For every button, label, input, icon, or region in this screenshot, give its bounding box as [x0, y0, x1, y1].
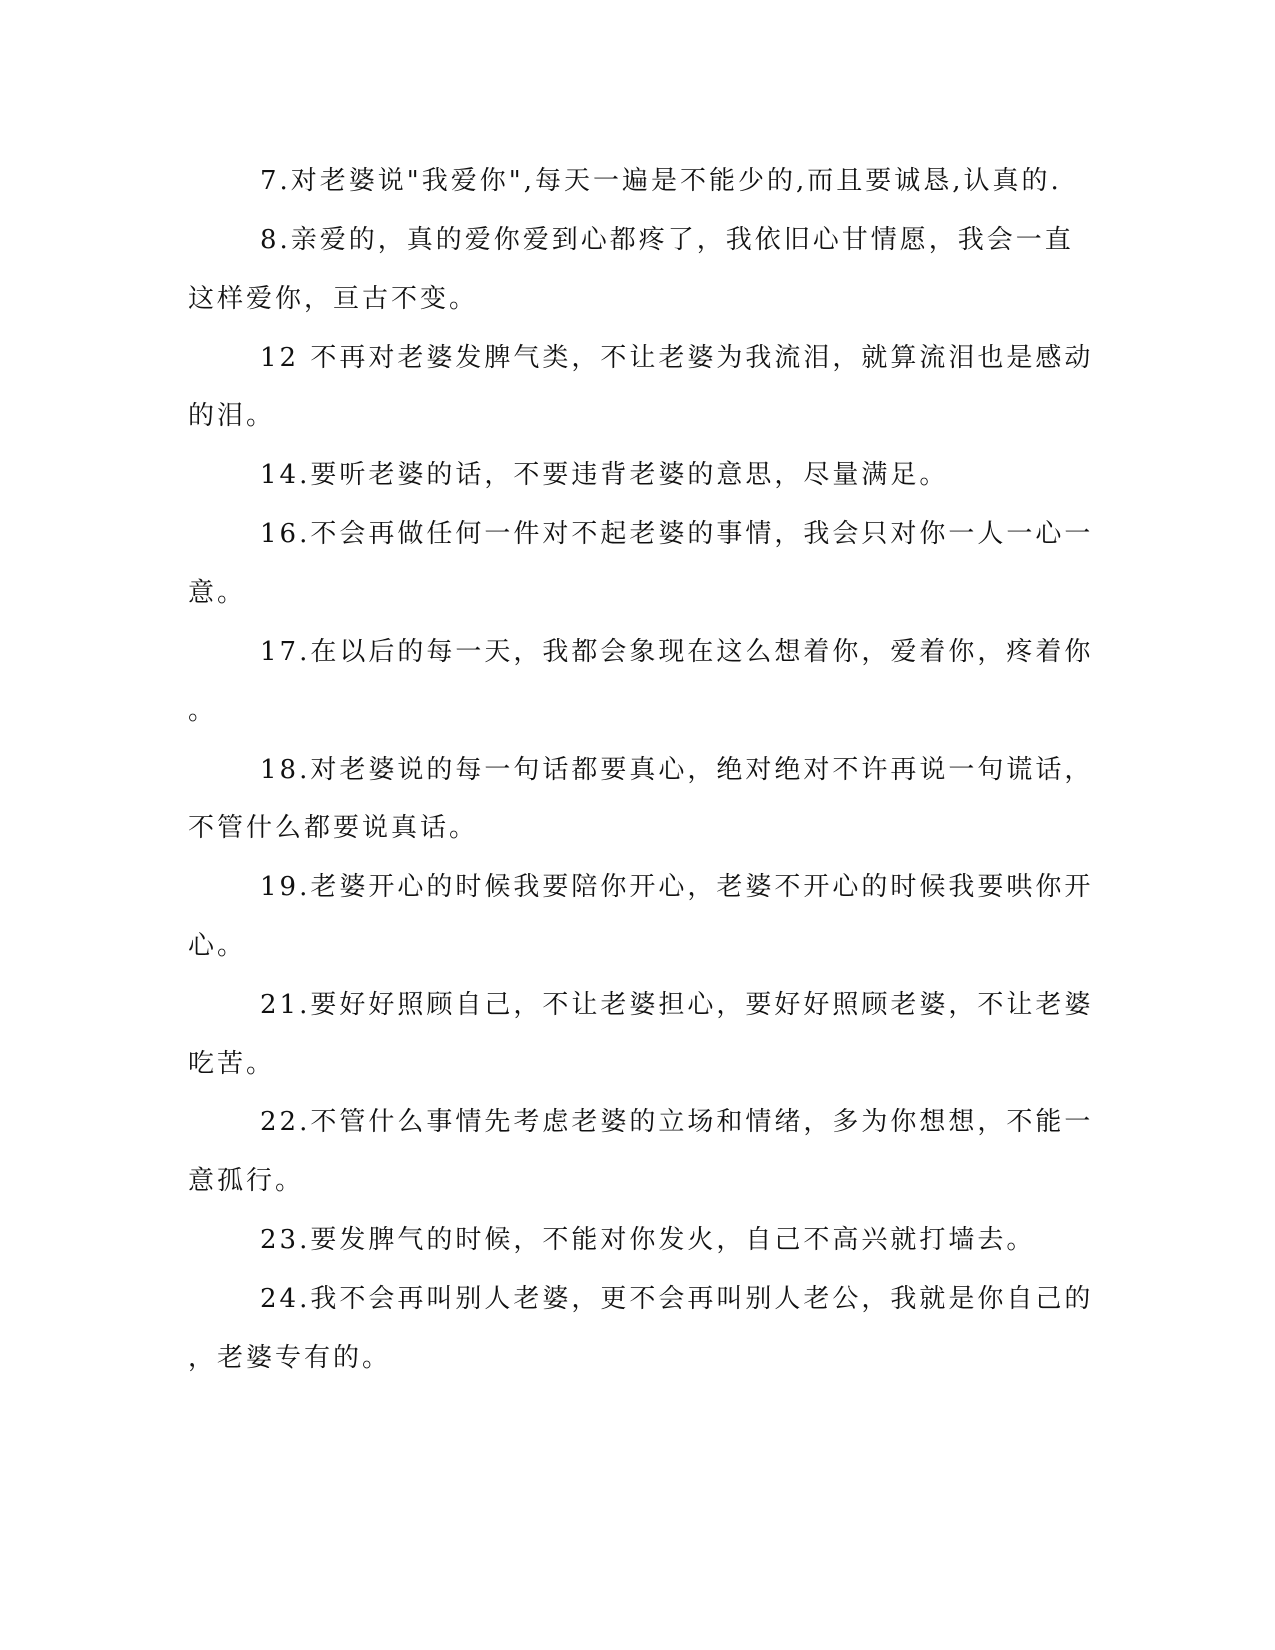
- paragraph-14-line-1: 14.要听老婆的话，不要违背老婆的意思，尽量满足。: [260, 460, 949, 490]
- paragraph-8-line-1: 8.亲爱的，真的爱你爱到心都疼了，我依旧心甘情愿，我会一直: [260, 225, 1074, 255]
- paragraph-22-line-1: 22.不管什么事情先考虑老婆的立场和情绪，多为你想想，不能一: [260, 1107, 1094, 1137]
- paragraph-17-line-1: 17.在以后的每一天，我都会象现在这么想着你，爱着你，疼着你: [260, 637, 1094, 667]
- paragraph-19-line-2: 心。: [188, 931, 247, 961]
- paragraph-21-line-2: 吃苦。: [188, 1049, 276, 1079]
- paragraph-12-line-1: 12 不再对老婆发脾气类，不让老婆为我流泪，就算流泪也是感动: [260, 343, 1094, 373]
- paragraph-18-line-2: 不管什么都要说真话。: [188, 813, 479, 843]
- paragraph-16-line-1: 16.不会再做任何一件对不起老婆的事情，我会只对你一人一心一: [260, 519, 1094, 549]
- paragraph-23-line-1: 23.要发脾气的时候，不能对你发火，自己不高兴就打墙去。: [260, 1225, 1036, 1255]
- paragraph-8-line-2: 这样爱你，亘古不变。: [188, 284, 479, 314]
- paragraph-19-line-1: 19.老婆开心的时候我要陪你开心，老婆不开心的时候我要哄你开: [260, 872, 1094, 902]
- paragraph-21-line-1: 21.要好好照顾自己，不让老婆担心，要好好照顾老婆，不让老婆: [260, 990, 1094, 1020]
- paragraph-22-line-2: 意孤行。: [188, 1166, 305, 1196]
- paragraph-7-line-1: 7.对老婆说"我爱你",每天一遍是不能少的,而且要诚恳,认真的.: [260, 166, 1062, 196]
- paragraph-24-line-2: ，老婆专有的。: [188, 1343, 392, 1373]
- paragraph-24-line-1: 24.我不会再叫别人老婆，更不会再叫别人老公，我就是你自己的: [260, 1284, 1094, 1314]
- paragraph-12-line-2: 的泪。: [188, 401, 276, 431]
- paragraph-17-line-2: 。: [188, 696, 218, 726]
- paragraph-18-line-1: 18.对老婆说的每一句话都要真心，绝对绝对不许再说一句谎话，: [260, 755, 1094, 785]
- paragraph-16-line-2: 意。: [188, 578, 247, 608]
